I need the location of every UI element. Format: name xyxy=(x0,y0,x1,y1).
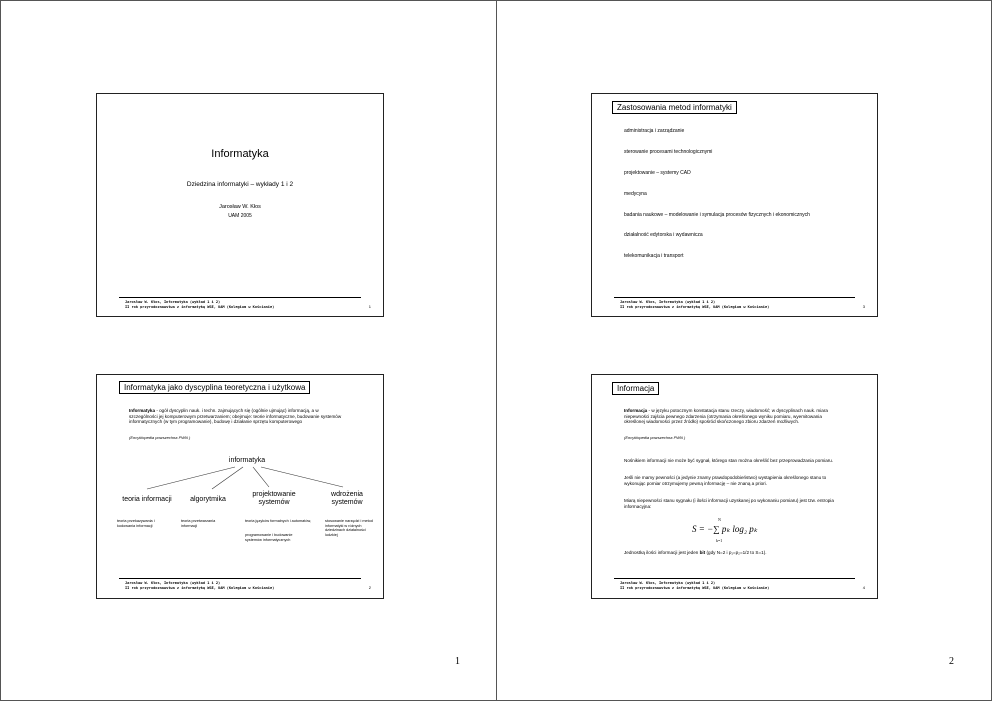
slide-number: 2 xyxy=(368,585,371,590)
slide-footer xyxy=(620,581,769,591)
bit-text-pre: Jednostką ilości informacji jest jeden xyxy=(624,550,700,555)
slide-title xyxy=(96,93,384,317)
list-item: projektowanie – systemy CAD xyxy=(624,170,691,176)
desc-deployment: stosowanie narzędzi i metod informatyki w różnych dziedzinach działalności ludzkiej xyxy=(325,519,373,537)
slide-title-heading: Informatyka xyxy=(211,148,269,160)
slide-footer xyxy=(620,300,769,310)
footer-rule xyxy=(119,297,361,298)
footer-line-1: Jarosław W. Kłos, Informatyka (wykład 1 i 2) xyxy=(620,581,716,585)
page-number: 1 xyxy=(455,656,460,667)
desc-theory: teoria przekazywania i kodowania informacji xyxy=(117,519,155,528)
definition-text: - ogół dyscyplin nauk. i techn. zajmujących się (ogólnie ujmując) informacją, a w szczególności jej komputerowym przetwarzaniem; obejmuje: teorie informatyczne, budowanie systemów informatycznych (w tym programowanie), budowę i działanie sprzętu komputerowego xyxy=(129,408,342,424)
definition-term: Informatyka xyxy=(129,408,156,413)
list-item: działalność edytorska i wydawnicza xyxy=(624,232,703,238)
footer-line-2: II rok przyrodoznawstwa z informatyką WSE, UAM (Kolegium w Kościanie) xyxy=(125,586,275,590)
bit-text-post: (gdy N=2 i p₁=p₂=1/2 to S=1). xyxy=(705,550,767,555)
desc-algorithmics: teoria przetwarzania informacji xyxy=(181,519,216,528)
paragraph-bit xyxy=(624,550,844,556)
footer-line-2: II rok przyrodoznawstwa z informatyką WSE, UAM (Kolegium w Kościanie) xyxy=(620,305,770,309)
list-item: badania naukowe – modelowanie i symulacja procesów fizycznych i ekonomicznych xyxy=(624,212,810,218)
slide-footer xyxy=(125,581,274,591)
entropy-formula xyxy=(692,518,792,546)
definition-term: Informacja xyxy=(624,408,648,413)
footer-line-2: II rok przyrodoznawstwa z informatyką WSE, UAM (Kolegium w Kościanie) xyxy=(620,586,770,590)
list-item: administracja i zarządzanie xyxy=(624,128,685,134)
formula-sum-bottom: k=1 xyxy=(716,538,723,543)
definition-text: - w języku potocznym konstatacja stanu rzeczy, wiadomość; w dyscyplinach nauk. miara niepewności zajścia pewnego zdarzenia (otrzymania określonego wyniku pomiaru, wyemitowania określonej wiadomości przez źródło) spośród skończonego zbioru zdarzeń możliwych. xyxy=(624,408,828,424)
footer-rule xyxy=(119,578,361,579)
footer-line-1: Jarosław W. Kłos, Informatyka (wykład 1 i 2) xyxy=(620,300,716,304)
slide-number: 4 xyxy=(862,585,865,590)
slide-information xyxy=(591,374,878,599)
footer-rule xyxy=(614,297,855,298)
paragraph-uncertainty: Jeśli nie mamy pewności (a jedynie znamy prawdopodobieństwo) wystąpienia określonego stanu to wykonując pomiar otrzymujemy pewną informację – nie znaną a priori. xyxy=(624,475,827,486)
formula-sum-top: N xyxy=(718,517,721,522)
source-citation: (Encyklopedia powszechna PWN ) xyxy=(624,435,686,440)
formula-main: S = −∑ pₖ log₂ pₖ xyxy=(692,524,758,534)
affiliation: UAM 2005 xyxy=(228,213,252,219)
slide-applications xyxy=(591,93,878,317)
bit-term: bit xyxy=(699,550,706,555)
branch-algorithmics: algorytmika xyxy=(190,496,226,503)
definition-paragraph xyxy=(624,408,842,425)
source-citation: (Encyklopedia powszechna PWN ) xyxy=(129,435,191,440)
slide-discipline xyxy=(96,374,384,599)
list-item: telekomunikacja i transport xyxy=(624,253,684,259)
page-right xyxy=(496,0,992,701)
branch-systems-design: projektowanie systemów xyxy=(252,491,296,506)
author-name: Jarosław W. Kłos xyxy=(219,204,261,210)
footer-line-2: II rok przyrodoznawstwa z informatyką WSE, UAM (Kolegium w Kościanie) xyxy=(125,305,275,309)
branch-theory: teoria informacji xyxy=(122,496,172,503)
slide-number: 1 xyxy=(368,304,371,309)
slide-subtitle: Dziedzina informatyki – wykłady 1 i 2 xyxy=(186,181,294,188)
list-item: medycyna xyxy=(624,191,647,197)
branch-deployment: wdrożenia systemów xyxy=(331,491,363,506)
desc-systems-design: teoria języków formalnych i automatów, xyxy=(245,519,312,523)
paragraph-carrier: Nośnikiem informacji nie może być sygnał, którego stan można określić bez przeprowadzania pomiaru. xyxy=(624,458,834,463)
diagram-connectors xyxy=(97,375,385,600)
paragraph-entropy: Miarą niepewności stanu sygnału (i ilości informacji uzyskanej po wykonaniu pomiaru) jest tzw. entropia informacyjna: xyxy=(624,498,834,509)
slide-number: 3 xyxy=(862,304,865,309)
diagram-root: informatyka xyxy=(228,457,266,464)
slide-heading: Zastosowania metod informatyki xyxy=(612,101,737,114)
desc-systems-design-2: programowanie i budowanie systemów informatycznych xyxy=(245,533,293,542)
slide-footer xyxy=(125,300,274,310)
slide-heading: Informatyka jako dyscyplina teoretyczna i użytkowa xyxy=(119,381,310,394)
footer-rule xyxy=(614,578,855,579)
page-number: 2 xyxy=(949,656,954,667)
list-item: sterowanie procesami technologicznymi xyxy=(624,149,713,155)
footer-line-1: Jarosław W. Kłos, Informatyka (wykład 1 i 2) xyxy=(125,300,221,304)
footer-line-1: Jarosław W. Kłos, Informatyka (wykład 1 i 2) xyxy=(125,581,221,585)
slide-heading: Informacja xyxy=(612,382,659,395)
